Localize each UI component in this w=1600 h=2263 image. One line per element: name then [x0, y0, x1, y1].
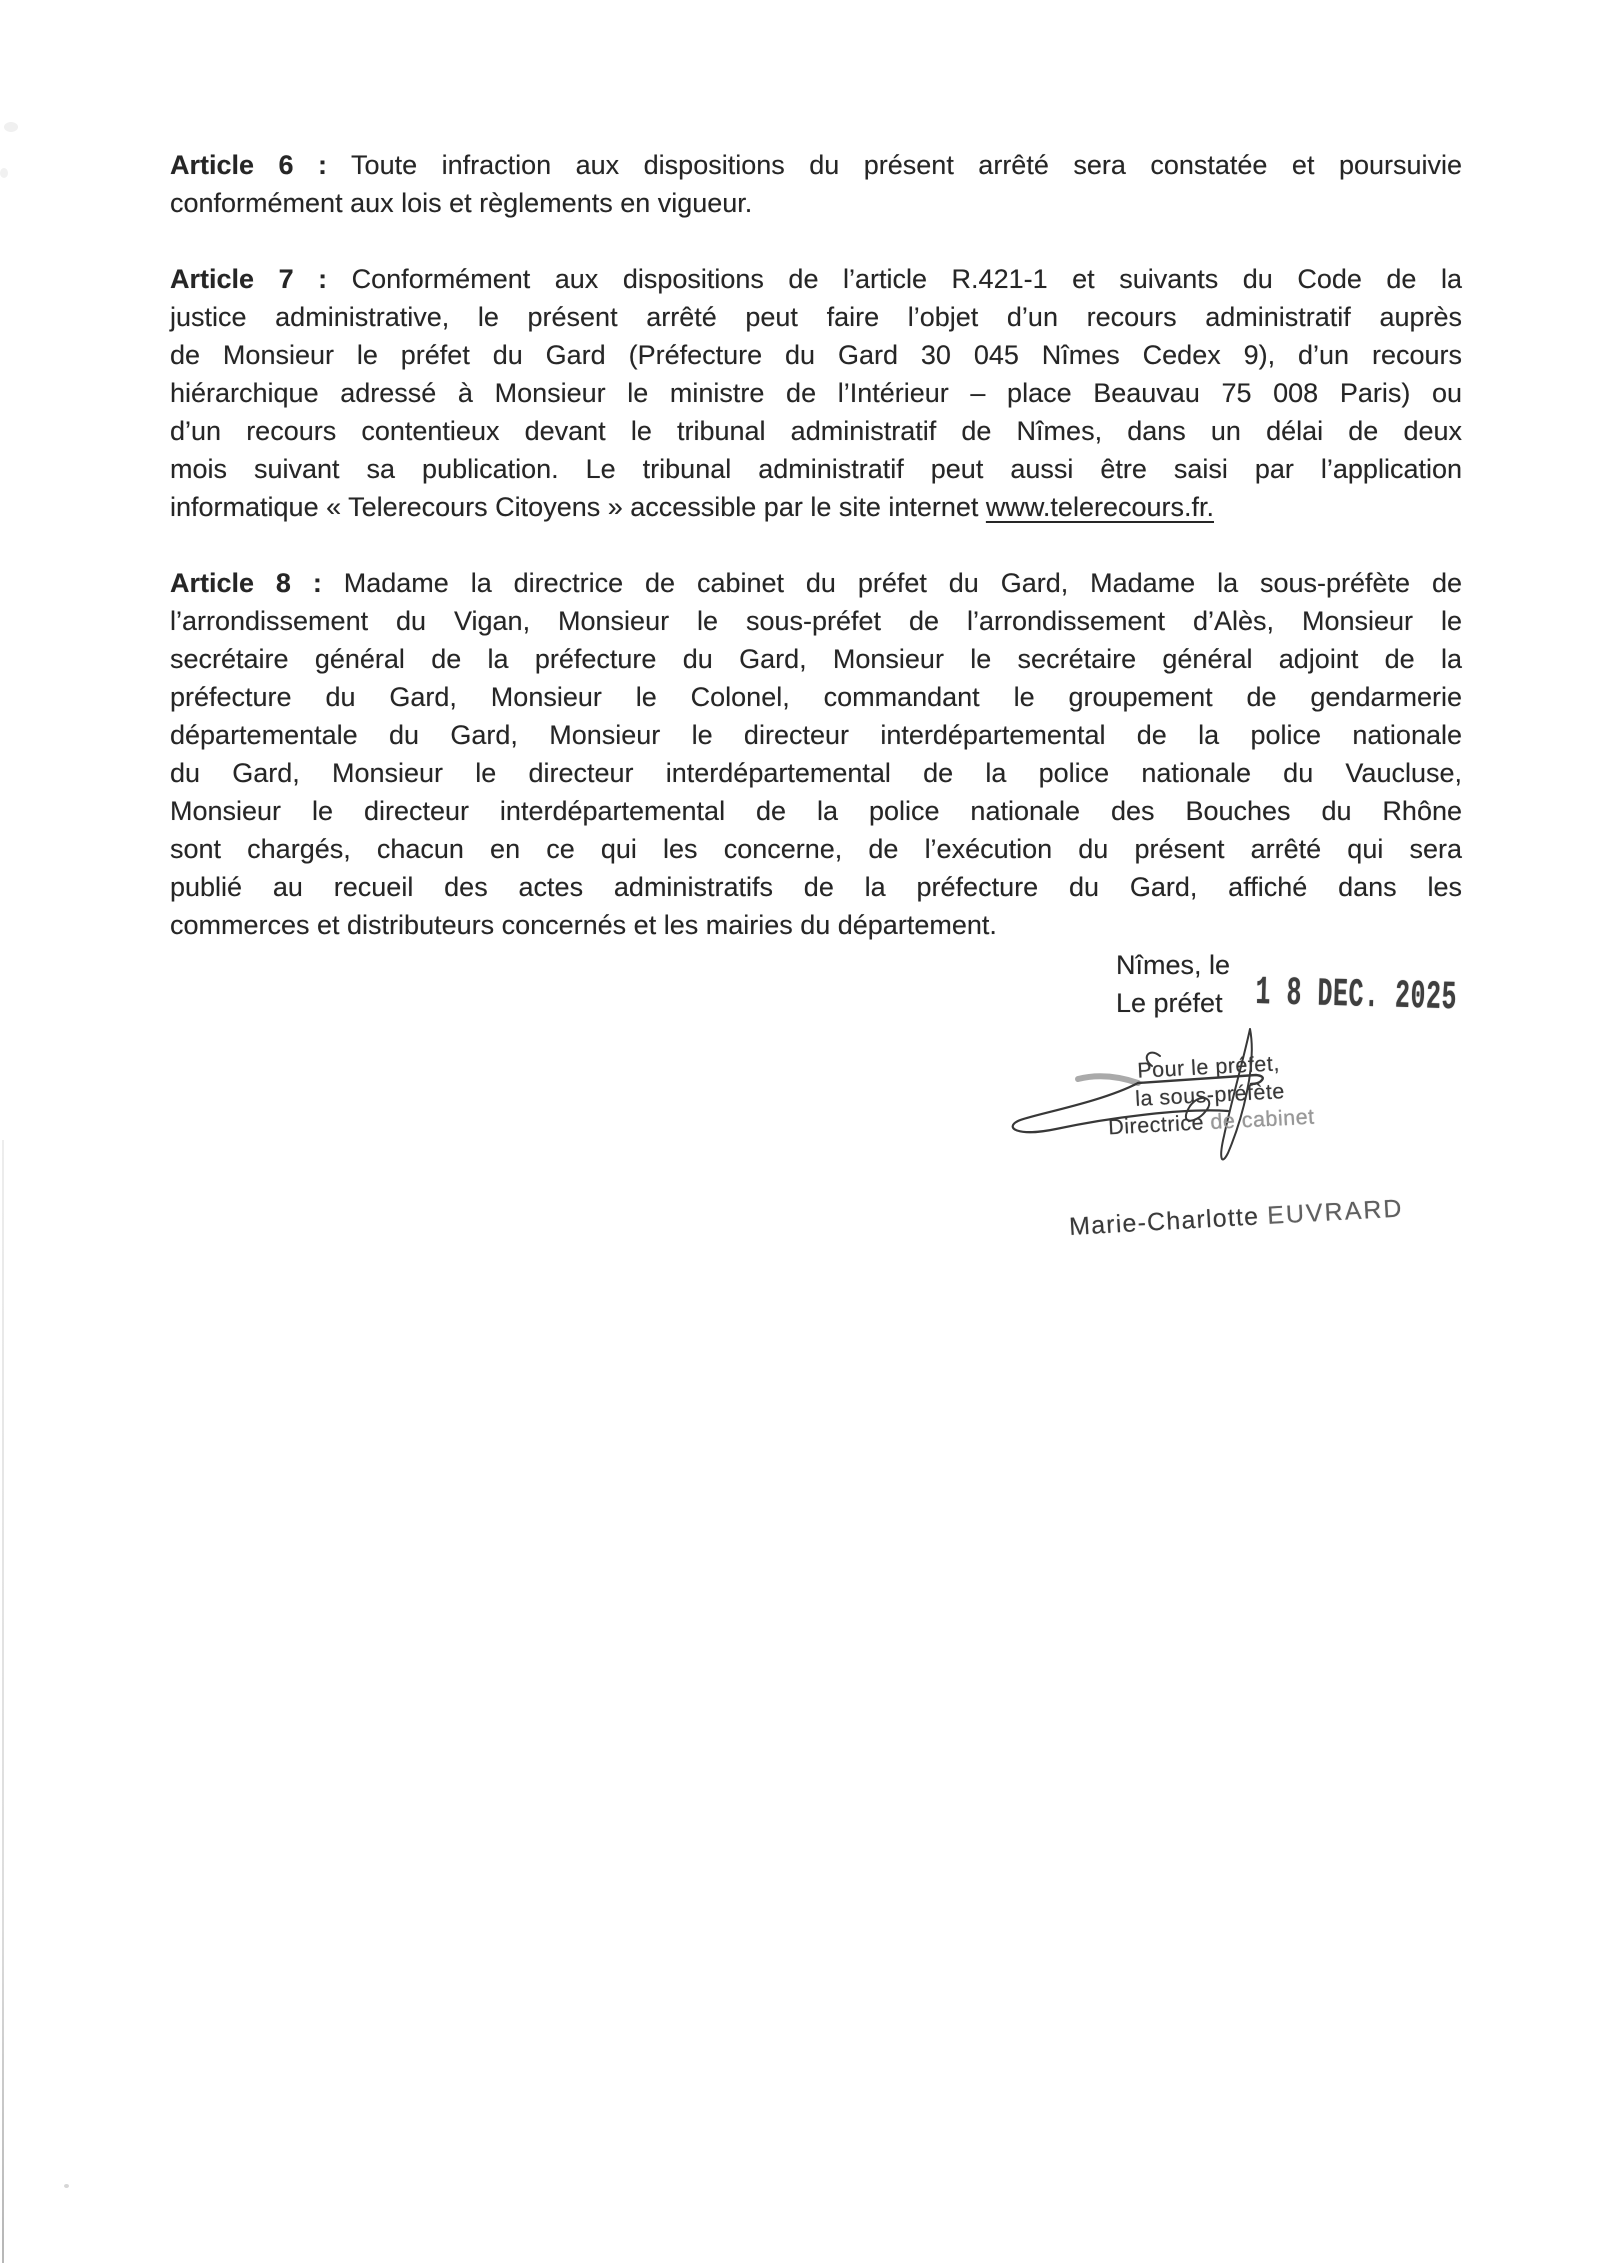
article-8-label: Article 8 : — [170, 568, 322, 598]
article-8-line-10: commerces et distributeurs concernés et les mairies du département. — [170, 910, 997, 940]
stamp-line-2: la sous-préfète — [1134, 1078, 1286, 1111]
article-7-paragraph — [170, 260, 1462, 526]
article-8-line-1: Madame la directrice de cabinet du préfet du Gard, Madame la sous-préfète de — [343, 568, 1463, 598]
article-8-line-8: sont chargés, chacun en ce qui les concerne, de l’exécution du présent arrêté qui sera — [170, 834, 1462, 864]
article-8-line-6: du Gard, Monsieur le directeur interdépartemental de la police nationale du Vaucluse, — [170, 758, 1462, 788]
stamp-line-3-dark: Directrice — [1107, 1110, 1205, 1140]
text-line — [170, 146, 1462, 184]
scan-artifact-dot — [64, 2184, 69, 2188]
article-7-label: Article 7 : — [170, 264, 328, 294]
article-6-line-2: conformément aux lois et règlements en vigueur. — [170, 188, 753, 218]
signer-last-name: EUVRARD — [1266, 1194, 1405, 1230]
article-6-line-1: Toute infraction aux dispositions du présent arrêté sera constatée et poursuivie — [351, 150, 1463, 180]
signer-title-line: Le préfet — [1116, 988, 1223, 1018]
article-8-line-9: publié au recueil des actes administratifs de la préfecture du Gard, affiché dans les — [170, 872, 1462, 902]
stamp-line-3-faded: de cabinet — [1203, 1104, 1316, 1135]
scan-artifact-edge-line — [2, 1140, 4, 2263]
link-line-prefix: informatique « Telerecours Citoyens » accessible par le site internet — [170, 492, 986, 522]
body-text — [170, 146, 1462, 982]
article-7-line-1: Conformément aux dispositions de l’article R.421-1 et suivants du Code de la — [351, 264, 1462, 294]
article-7-line-4: hiérarchique adressé à Monsieur le ministre de l’Intérieur – place Beauvau 75 008 Paris) ou — [170, 378, 1462, 408]
article-6-paragraph — [170, 146, 1462, 222]
article-8-line-4: préfecture du Gard, Monsieur le Colonel, commandant le groupement de gendarmerie — [170, 682, 1462, 712]
stamp-line-1: Pour le préfet, — [1136, 1051, 1281, 1083]
article-7-line-3: de Monsieur le préfet du Gard (Préfecture du Gard 30 045 Nîmes Cedex 9), d’un recours — [170, 340, 1462, 370]
function-stamp — [1086, 1048, 1334, 1143]
scan-artifact-smudge — [4, 122, 18, 132]
article-6-label: Article 6 : — [170, 150, 328, 180]
article-8-line-2: l’arrondissement du Vigan, Monsieur le sous-préfet de l’arrondissement d’Alès, Monsieur le — [170, 606, 1462, 636]
article-7-line-6: mois suivant sa publication. Le tribunal administratif peut aussi être saisi par l’application — [170, 454, 1462, 484]
text-line — [170, 260, 1462, 298]
article-8-line-5: départementale du Gard, Monsieur le directeur interdépartemental de la police nationale — [170, 720, 1462, 750]
article-8-paragraph — [170, 564, 1462, 944]
article-7-line-2: justice administrative, le présent arrêté peut faire l’objet d’un recours administratif auprès — [170, 302, 1462, 332]
place-date-line: Nîmes, le — [1116, 950, 1231, 980]
scan-artifact-smudge — [0, 168, 8, 178]
article-8-line-3: secrétaire général de la préfecture du Gard, Monsieur le secrétaire général adjoint de la — [170, 644, 1462, 674]
article-8-line-7: Monsieur le directeur interdépartemental de la police nationale des Bouches du Rhône — [170, 796, 1462, 826]
article-7-line-5: d’un recours contentieux devant le tribunal administratif de Nîmes, dans un délai de deux — [170, 416, 1462, 446]
article-7-line-7 — [170, 488, 1462, 526]
signer-first-name: Marie-Charlotte — [1068, 1201, 1269, 1242]
date-stamp: 1 8 DEC. 2025 — [1254, 971, 1458, 1022]
signer-name — [1068, 1194, 1405, 1242]
text-line — [170, 564, 1462, 602]
telerecours-url: www.telerecours.fr. — [985, 492, 1214, 522]
